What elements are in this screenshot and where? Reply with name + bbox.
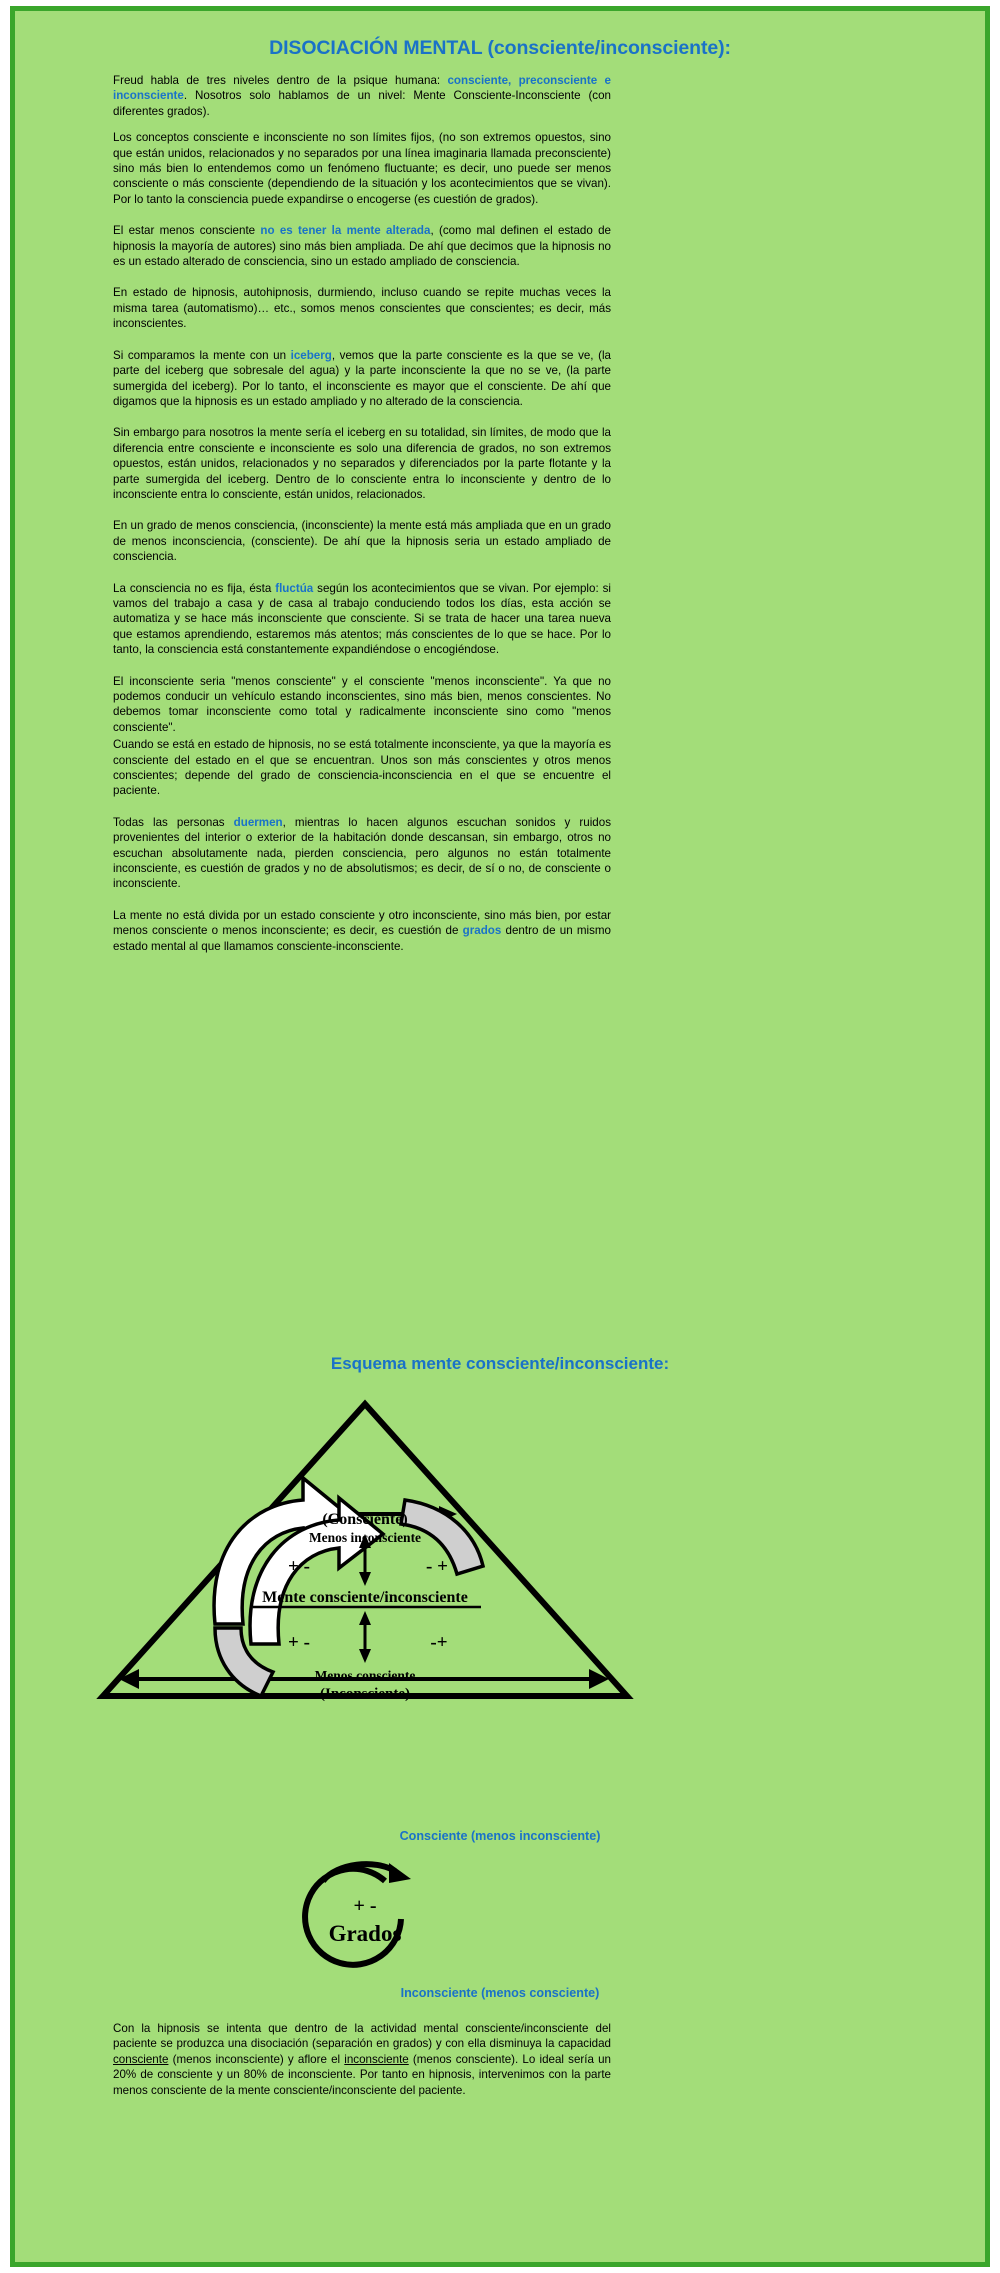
p12-text-a: La mente no está divida por un estado consciente y otro inconsciente, sino más bien, por estar menos consciente o menos inconsciente; es decir, es cuestión de [113, 908, 611, 938]
p1-text-a: Freud habla de tres niveles dentro de la psique humana: [113, 74, 448, 87]
footer-underline-consciente: consciente [113, 2052, 169, 2066]
p3-text-a: El estar menos consciente [113, 224, 261, 238]
paragraph-4: En estado de hipnosis, autohipnosis, durmiendo, incluso cuando se repite muchas veces la misma tarea (automatismo)… etc., somos menos conscientes que conscientes; es decir, más inconscientes. [113, 286, 611, 331]
p8-highlight: fluctúa [275, 581, 314, 595]
grados-svg [265, 1849, 465, 1979]
vertical-arrow-bottom [359, 1611, 371, 1663]
slide-frame [10, 6, 990, 2267]
grados-cycle [265, 1849, 465, 1979]
paragraph-1 [113, 73, 611, 119]
grados-label: Grados [328, 1921, 402, 1946]
plus-minus-top-right: - + [426, 1556, 448, 1577]
p11-text-a: Todas las personas [113, 815, 234, 829]
paragraph-11 [113, 815, 611, 892]
diagram-section-title: Esquema mente consciente/inconsciente: [330, 1354, 670, 1373]
plus-minus-bottom-left: + - [288, 1632, 310, 1653]
label-conscious-paren: (Consciente) [322, 1511, 408, 1528]
footer-paragraph [113, 2021, 611, 2098]
p1-text-b: . Nosotros solo hablamos de un nivel: Mente Consciente-Inconsciente (con diferentes grados). [113, 89, 611, 118]
paragraph-2: Los conceptos consciente e inconsciente no son límites fijos, (no son extremos opuestos, sino que están unidos, relacionados y no separados por una línea imaginaria llamada preconsciente) sino más bien lo entendemos como un fenómeno fluctuante; es decir, uno puede ser menos consciente o más consciente (dependiendo de la situación y los acontecimientos que se vivan). Por lo tanto la consciencia puede expandirse o encogerse (es cuestión de grados). [113, 131, 611, 206]
footer-underline-inconsciente: inconsciente [344, 2052, 409, 2066]
paragraph-12 [113, 908, 611, 954]
p8-text-a: La consciencia no es fija, ésta [113, 581, 276, 595]
p8-text-b: según los acontecimientos que se vivan. Por ejemplo: si vamos del trabajo a casa y de casa al trabajo conduciendo todos los días, esta acción se automatiza y se hace más inconsciente que consciente. Si se trata de hacer una tarea nueva que estamos aprendiendo, estaremos más atentos; más conscientes de lo que se hace. Por lo tanto, la consciencia está constantemente expandiéndose o encogiéndose. [113, 581, 611, 657]
paragraph-5 [113, 348, 611, 410]
paragraph-3 [113, 223, 611, 269]
paragraph-8 [113, 581, 611, 658]
body-text-column [113, 73, 611, 965]
caption-conscious: Consciente (menos inconsciente) [399, 1829, 601, 1843]
paragraph-9: El inconsciente seria "menos consciente" y el consciente "menos inconsciente". Ya que no podemos conducir un vehículo estando inconscientes, sino más bien, menos conscientes. No debemos tomar inconsciente como total y radicalmente inconsciente sino como "menos consciente". [113, 674, 611, 734]
plus-minus-top-left: + - [288, 1556, 310, 1577]
p11-highlight: duermen [233, 815, 283, 829]
p1-highlight: consciente, preconsciente e inconsciente [113, 74, 611, 103]
paragraph-10: Cuando se está en estado de hipnosis, no se está totalmente inconsciente, ya que la mayoría es consciente del estado en el que se encuentran. Unos son más conscientes y otros menos conscientes; depende del grado de consciencia-inconsciencia en el que se encuentre el paciente. [113, 738, 611, 798]
p5-text-b: , vemos que la parte consciente es la que se ve, (la parte del iceberg que sobresale del agua) y la parte inconsciente la que no se ve, (la parte sumergida del iceberg). Por lo tanto, el inconsciente es mayor que el consciente. De ahí que digamos que la hipnosis es un estado ampliado y no alterado de la consciencia. [113, 348, 611, 408]
p3-highlight: no es tener la mente alterada [260, 224, 431, 238]
grados-arrowhead [389, 1863, 411, 1883]
triangle-diagram-svg [75, 1396, 635, 1826]
label-conscious-sub: Menos inconsciente [308, 1530, 422, 1545]
footer-text-a: Con la hipnosis se intenta que dentro de la actividad mental consciente/inconsciente del paciente se produzca una disociación (separación en grados) y con ella disminuya la capacidad [113, 2022, 611, 2051]
p5-text-a: Si comparamos la mente con un [113, 348, 291, 362]
paragraph-7: En un grado de menos consciencia, (inconsciente) la mente está más ampliada que en un grado de menos inconsciencia, (consciente). De ahí que la hipnosis seria un estado ampliado de consciencia. [113, 519, 611, 564]
caption-unconscious: Inconsciente (menos consciente) [400, 1986, 600, 2000]
label-center: Mente consciente/inconsciente [262, 1589, 468, 1606]
p3-text-b: , (como mal definen el estado de hipnosis la mayoría de autores) sino más bien ampliada. De ahí que decimos que la hipnosis no es un estado alterado de consciencia, sino un estado ampliado de consciencia. [113, 224, 611, 269]
paragraph-6: Sin embargo para nosotros la mente sería el iceberg en su totalidad, sin límites, de modo que la diferencia entre consciente e inconsciente es solo una diferencia de grados, no son extremos opuestos, están unidos, relacionados y no separados y diferenciados por la parte flotante y la parte sumergida del iceberg. Dentro de lo consciente entra lo inconsciente y dentro de lo inconsciente entra lo consciente, están unidos, relacionados. [113, 426, 611, 501]
slide-inner [15, 11, 985, 2262]
footer-text-c: (menos consciente). Lo ideal sería un 20% de consciente y un 80% de inconsciente. Por tanto en hipnosis, intervenimos con la parte menos consciente de la mente consciente/inconsciente del paciente. [113, 2052, 612, 2097]
footer-text-b: (menos inconsciente) y aflore el [168, 2052, 345, 2066]
label-unconscious-paren: (Inconsciente) [320, 1686, 410, 1702]
triangle-diagram [75, 1396, 635, 1826]
page-title: DISOCIACIÓN MENTAL (consciente/inconsciente): [269, 37, 731, 59]
footer-text-column [113, 2021, 611, 2098]
grados-plus-minus: + - [353, 1895, 377, 1917]
p12-text-b: dentro de un mismo estado mental al que llamamos consciente-inconsciente. [113, 924, 612, 953]
p5-highlight: iceberg [290, 348, 332, 362]
p12-highlight: grados [462, 924, 502, 938]
plus-minus-bottom-right: -+ [430, 1632, 448, 1653]
p11-text-b: , mientras lo hacen algunos escuchan sonidos y ruidos provenientes del interior o exterior de la habitación donde descansan, sin embargo, otros no escuchan absolutamente nada, pierden consciencia, pero algunos no están totalmente inconsciente, es cuestión de grados y no de absolutismos; es decir, de sí o no, de consciente o inconsciente. [113, 815, 611, 891]
label-unconscious-sub: Menos consciente [314, 1668, 416, 1683]
